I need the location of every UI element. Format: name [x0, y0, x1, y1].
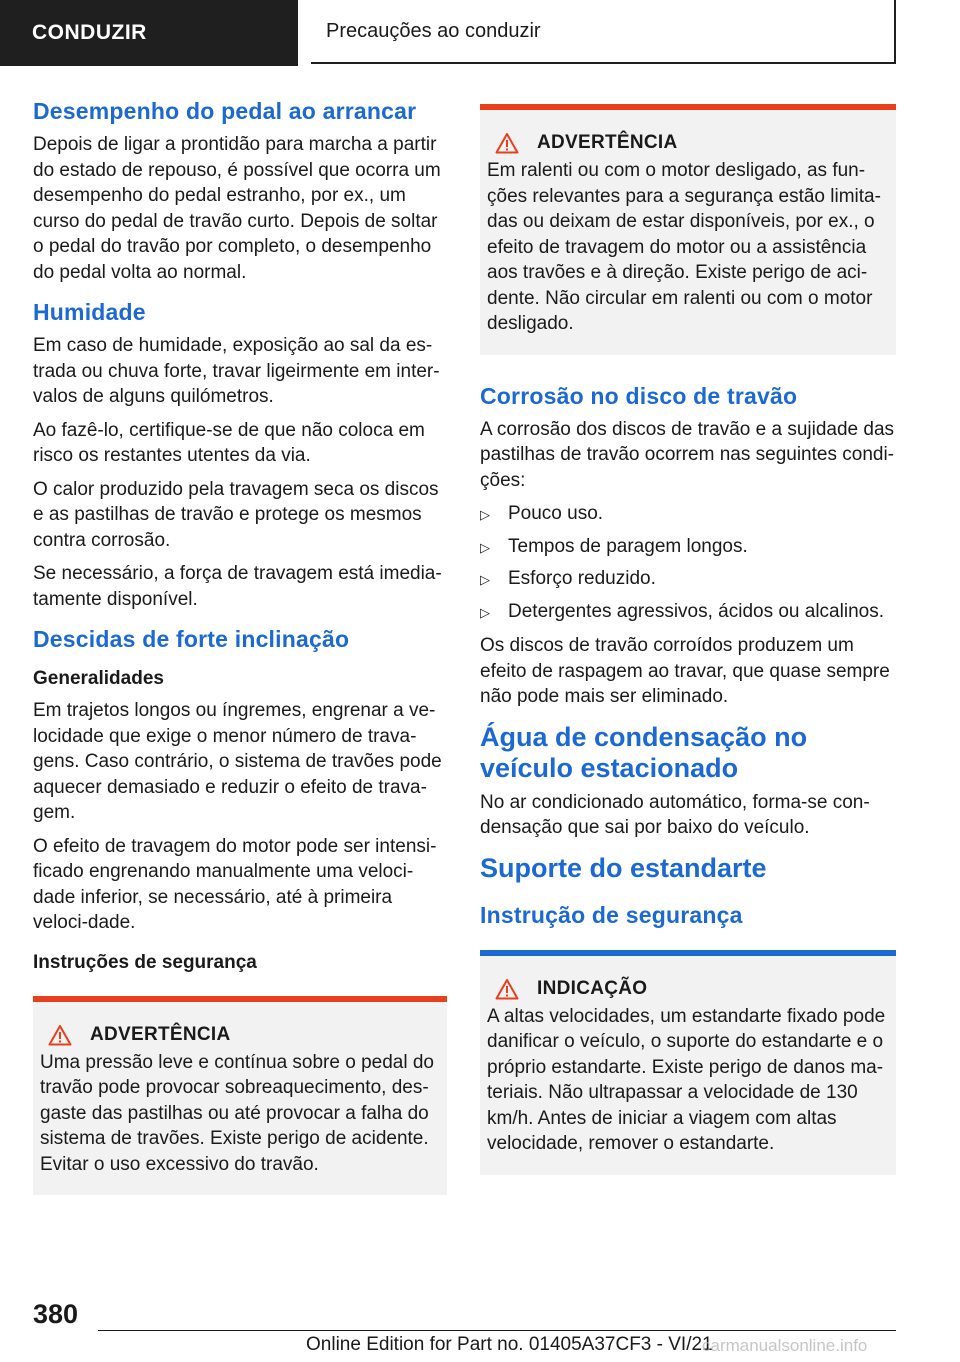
subheading-instrucao: Instrução de segurança — [480, 901, 743, 928]
list-item: ▷ Esforço reduzido. — [480, 566, 896, 593]
page-number: 380 — [33, 1299, 79, 1329]
section-suporte — [480, 853, 896, 1175]
watermark: carmanualsonline.info — [702, 1336, 868, 1355]
triangle-bullet-icon: ▷ — [480, 507, 490, 522]
paragraph: O efeito de travagem do motor pode ser intensi-ficado engrenando manualmente uma veloci-dade inferior, se necessário, até à primeira veloci-dade. — [33, 835, 437, 933]
paragraph: A corrosão dos discos de travão e a sujidade das pastilhas de travão ocorrem nas seguintes condi-ções: — [480, 418, 895, 491]
heading-agua: Água de condensação no veículo estacionado — [480, 721, 808, 783]
chapter-title: Precauções ao conduzir — [326, 19, 541, 42]
warning-box — [33, 996, 447, 1196]
right-column — [480, 104, 896, 1187]
left-column — [33, 96, 447, 1207]
paragraph: Depois de ligar a prontidão para marcha a partir do estado de repouso, é possível que ocorra um desempenho do pedal estranho, por ex., um curso do pedal de travão curto. Depois de soltar o pedal do travão por completo, o desempenho do pedal volta ao normal. — [33, 134, 441, 283]
paragraph: O calor produzido pela travagem seca os discos e as pastilhas de travão e protege os mesmos contra corrosão. — [33, 478, 439, 551]
list-item: ▷ Detergentes agressivos, ácidos ou alcalinos. — [480, 599, 896, 626]
header-section-tab — [0, 0, 298, 66]
footer-divider — [98, 1330, 896, 1331]
conditions-list — [480, 501, 896, 625]
header-chapter-tab — [311, 0, 896, 64]
warning-triangle-icon — [495, 132, 519, 154]
list-item: ▷ Tempos de paragem longos. — [480, 534, 896, 561]
paragraph: No ar condicionado automático, forma-se con-densação que sai por baixo do veículo. — [480, 791, 870, 838]
note-title — [487, 978, 889, 1000]
heading-corrosao: Corrosão no disco de travão — [480, 382, 798, 409]
warning-title-text: ADVERTÊNCIA — [537, 132, 678, 153]
warning-box-ralenti — [480, 104, 896, 355]
heading-humidade: Humidade — [33, 299, 146, 325]
subheading-generalidades: Generalidades — [33, 668, 164, 689]
heading-pedal: Desempenho do pedal ao arrancar — [33, 98, 417, 124]
paragraph: Ao fazê-lo, certifique-se de que não coloca em risco os restantes utentes da via. — [33, 419, 425, 466]
paragraph: Se necessário, a força de travagem está imedia-tamente disponível. — [33, 563, 442, 610]
paragraph: Em caso de humidade, exposição ao sal da es-trada ou chuva forte, travar ligeirmente em inter-valos de alguns quilómetros. — [33, 335, 440, 407]
paragraph: Os discos de travão corroídos produzem um efeito de raspagem ao travar, que quase sempre não pode mais ser eliminado. — [480, 635, 890, 707]
list-item: ▷ Pouco uso. — [480, 501, 896, 528]
warning-title-text: ADVERTÊNCIA — [90, 1023, 231, 1045]
warning-title — [487, 132, 889, 154]
warning-text: Em ralenti ou com o motor desligado, as fun-ções relevantes para a segurança estão limita-das ou deixam de estar disponíveis, por ex., o efeito de travagem do motor ou a assistência aos travões e à direção. Existe perigo de aci-dente. Não circular em ralenti ou com o motor desligado. — [487, 160, 881, 334]
heading-suporte: Suporte do estandarte — [480, 852, 767, 883]
triangle-bullet-icon: ▷ — [480, 539, 490, 555]
warning-text: Uma pressão leve e contínua sobre o pedal do travão pode provocar sobreaquecimento, des-gaste das pastilhas ou até provocar a falha do sistema de travões. Existe perigo de acidente. Evitar o uso excessivo do travão. — [40, 1051, 434, 1175]
triangle-bullet-icon: ▷ — [480, 604, 490, 620]
subheading-instrucoes: Instruções de segurança — [33, 951, 257, 973]
triangle-bullet-icon: ▷ — [480, 572, 490, 587]
section-title: CONDUZIR — [32, 21, 147, 44]
section-pedal — [33, 96, 447, 285]
section-humidade — [33, 297, 447, 612]
warning-triangle-icon — [48, 1024, 72, 1046]
section-descidas — [33, 624, 447, 1195]
warning-triangle-icon — [495, 978, 519, 1000]
section-corrosao — [480, 381, 896, 710]
note-box — [480, 950, 896, 1175]
edition-text: Online Edition for Part no. 01405A37CF3 - VI/21 — [306, 1334, 713, 1355]
note-text: A altas velocidades, um estandarte fixado pode danificar o veículo, o suporte do estandarte e o próprio estandarte. Existe perigo de danos ma-teriais. Não ultrapassar a velocidade de 130 km/h. Antes de iniciar a viagem com altas velocidade, remover o estandarte. — [487, 1005, 886, 1154]
paragraph: Em trajetos longos ou íngremes, engrenar a ve-locidade que exige o menor número de trava-gens. Caso contrário, o sistema de travões pode aquecer demasiado e reduzir o efeito de trava-gem. — [33, 700, 442, 823]
section-agua — [480, 722, 896, 841]
heading-descidas: Descidas de forte inclinação — [33, 626, 350, 652]
note-title-text: INDICAÇÃO — [537, 977, 648, 999]
warning-title — [40, 1024, 440, 1046]
